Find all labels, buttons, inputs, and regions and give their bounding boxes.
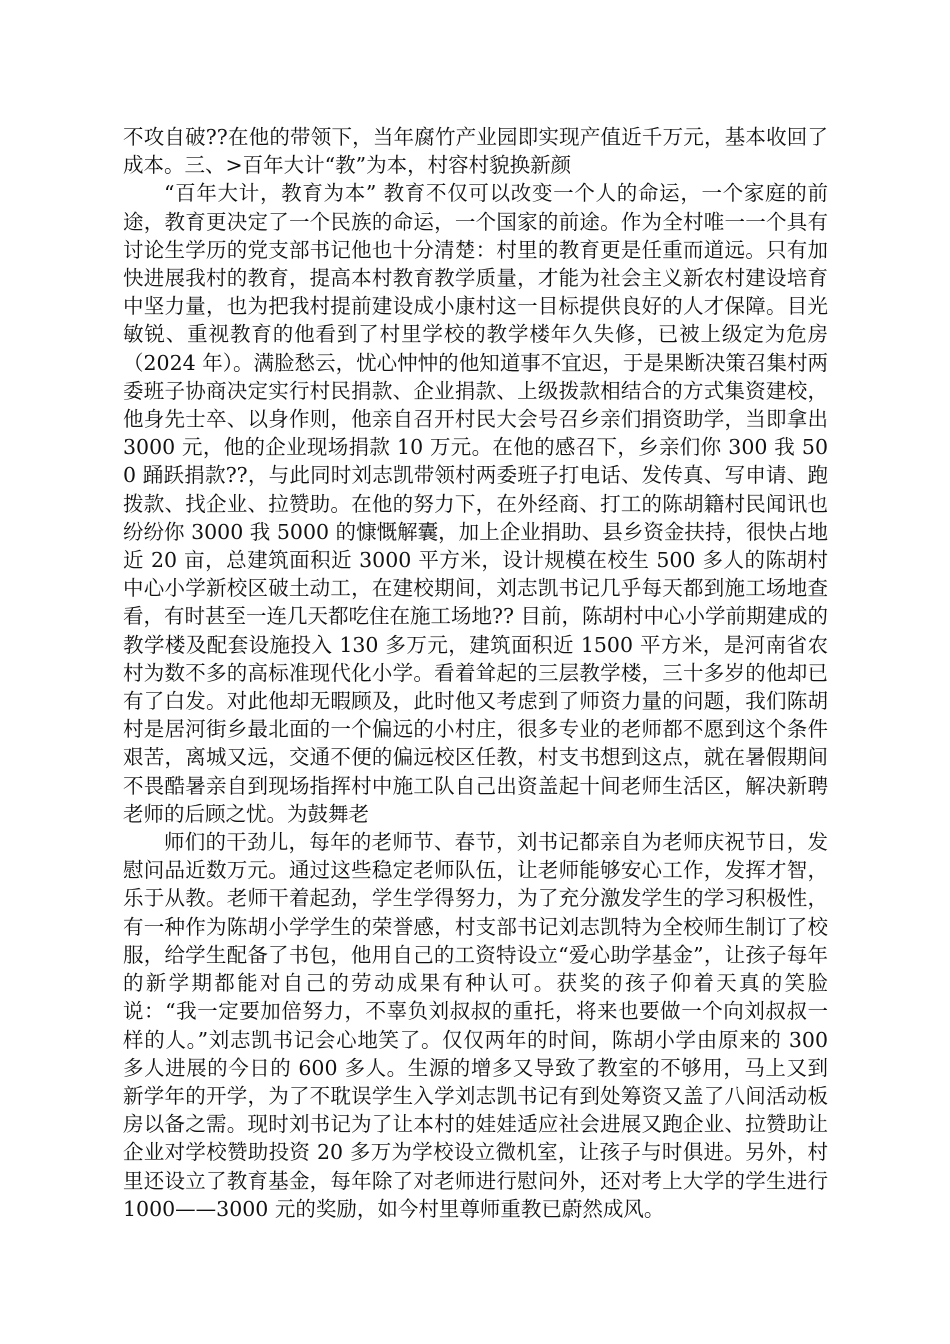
paragraph-2: “百年大计，教育为本” 教育不仅可以改变一个人的命运，一个家庭的前途，教育更决定了一个民族的命运，一个国家的前途。作为全村唯一一个具有讨论生学历的党支部书记他也十分清楚：村里的教育更是任重而道远。只有加快进展我村的教育，提高本村教育教学质量，才能为社会主义新农村建设培育中坚力量，也为把我村提前建设成小康村这一目标提供良好的人才保障。目光敏锐、重视教育的他看到了村里学校的教学楼年久失修，已被上级定为危房（2024 年）。满脸愁云，忧心忡忡的他知道事不宜迟，于是果断决策召集村两委班子协商决定实行村民捐款、企业捐款、上级拨款相结合的方式集资建校，他身先士卒、以身作则，他亲自召开村民大会号召乡亲们捐资助学，当即拿出 3000 元，他的企业现场捐款 10 万元。在他的感召下，乡亲们你 300 我 500 踊跃捐款??，与此同时刘志凯带领村两委班子打电话、发传真、写申请、跑拨款、找企业、拉赞助。在他的努力下，在外经商、打工的陈胡籍村民闻讯也纷纷你 3000 我 5000 的慷慨解囊，加上企业捐助、县乡资金扶持，很快占地近 20 亩，总建筑面积近 3000 平方米，设计规模在校生 500 多人的陈胡村中心小学新校区破土动工，在建校期间，刘志凯书记几乎每天都到施工场地查看，有时甚至一连几天都吃住在施工场地?? 目前，陈胡村中心小学前期建成的教学楼及配套设施投入 130 多万元，建筑面积近 1500 平方米，是河南省农村为数不多的高标准现代化小学。看着耸起的三层教学楼，三十多岁的他却已有了白发。对此他却无暇顾及，此时他又考虑到了师资力量的问题，我们陈胡村是居河街乡最北面的一个偏远的小村庄，很多专业的老师都不愿到这个条件艰苦，离城又远，交通不便的偏远校区任教，村支书想到这点，就在暑假期间不畏酷暑亲自到现场指挥村中施工队自己出资盖起十间老师生活区，解决新聘老师的后顾之忧。为鼓舞老 (123, 181, 828, 826)
paragraph-1: 不攻自破??在他的带领下，当年腐竹产业园即实现产值近千万元，基本收回了成本。三、>百年大计“教”为本，村容村貌换新颜 (123, 125, 828, 178)
paragraph-3: 师们的干劲儿，每年的老师节、春节，刘书记都亲自为老师庆祝节日，发慰问品近数万元。通过这些稳定老师队伍，让老师能够安心工作，发挥才智，乐于从教。老师干着起劲，学生学得努力，为了充分激发学生的学习积极性，有一种作为陈胡小学学生的荣誉感，村支部书记刘志凯特为全校师生制订了校服，给学生配备了书包，他用自己的工资特设立“爱心助学基金”，让孩子每年的新学期都能对自己的劳动成果有种认可。获奖的孩子仰着天真的笑脸说：“我一定要加倍努力，不辜负刘叔叔的重托，将来也要做一个向刘叔叔一样的人。”刘志凯书记会心地笑了。仅仅两年的时间，陈胡小学由原来的 300 多人进展的今日的 600 多人。生源的增多又导致了教室的不够用，马上又到新学年的开学，为了不耽误学生入学刘志凯书记有到处筹资又盖了八间活动板房以备之需。现时刘书记为了让本村的娃娃适应社会进展又跑企业、拉赞助让企业对学校赞助投资 20 多万为学校设立微机室，让孩子与时俱进。另外，村里还设立了教育基金，每年除了对老师进行慰问外，还对考上大学的学生进行 1000——3000 元的奖励，如今村里尊师重教已蔚然成风。 (123, 830, 828, 1221)
document-body (123, 123, 828, 1223)
